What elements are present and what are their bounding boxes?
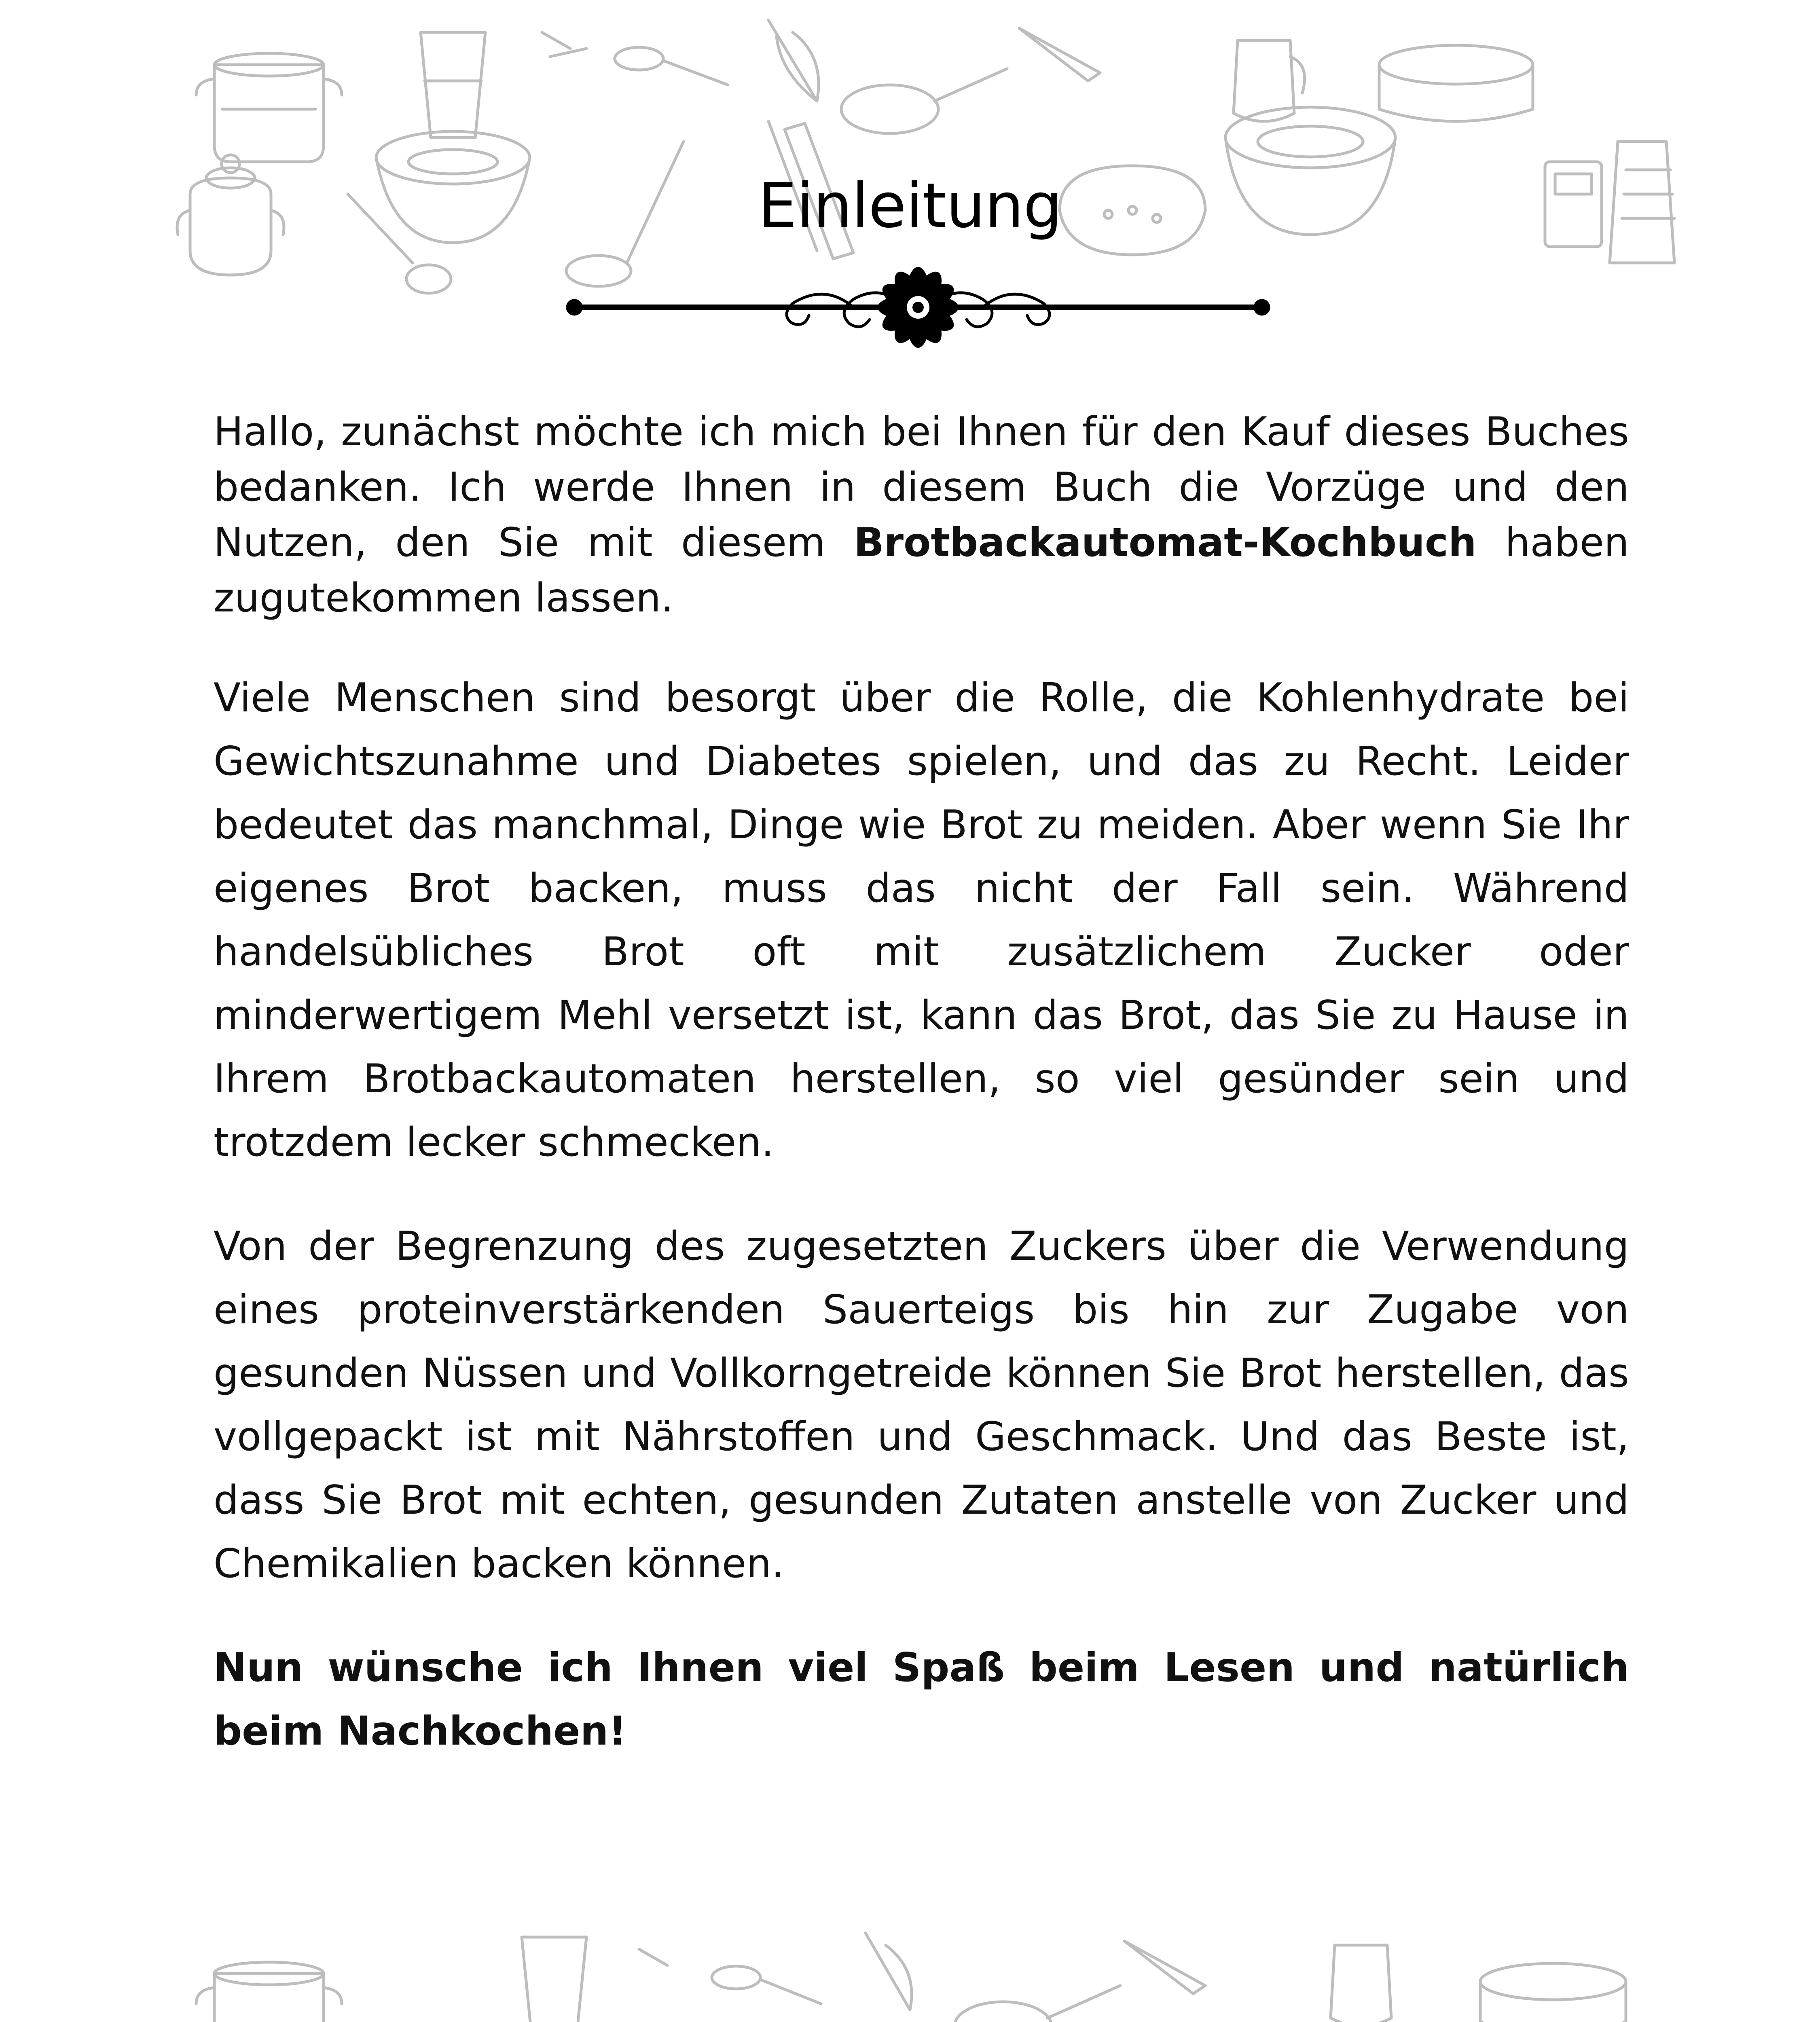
glass-icon: [522, 1937, 586, 2022]
cooking-pot-icon: [196, 53, 342, 162]
ladle-icon: [542, 32, 728, 85]
jug-icon: [1234, 40, 1305, 121]
intro-paragraph-1: Hallo, zunächst möchte ich mich bei Ihnen für den Kauf dieses Buches bedanken. Ich werde Ihnen in diesem Buch die Vorzüge und den Nutzen, den Sie mit diesem Brotbackautomat-Kochbuch haben zugutekommen lassen.: [214, 409, 1629, 621]
cake-mold-icon: [1480, 1963, 1626, 2022]
flower-divider-icon: [558, 243, 1278, 364]
frying-pan-icon: [954, 1986, 1120, 2022]
glass-icon: [421, 32, 485, 137]
intro-paragraph-2: Viele Menschen sind besorgt über die Rolle, die Kohlenhydrate bei Gewichtszunahme und Diabetes spielen, und das zu Recht. Leider bedeutet das manchmal, Dinge wie Brot zu meiden. Aber wenn Sie Ihr eigenes Brot backen, muss das nicht der Fall sein. Während handelsübliches Brot oft mit zusätzlichem Zucker oder minderwertigem Mehl versetzt ist, kann das Brot, das Sie zu Hause in Ihrem Brotbackautomaten herstellen, so viel gesünder sein und trotzdem lecker schmecken.: [214, 675, 1629, 1165]
page-title: Einleitung: [758, 170, 1062, 241]
frying-pan-icon: [841, 69, 1007, 133]
cooking-pot-icon: [196, 1962, 342, 2022]
ladle-icon: [639, 1949, 821, 2004]
closing-sentence: Nun wünsche ich Ihnen viel Spaß beim Lesen und natürlich beim Nachkochen!: [214, 1645, 1629, 1754]
kitchen-utensils-band-bottom: [138, 1925, 1691, 2022]
cake-mold-icon: [1379, 45, 1533, 121]
whisk-icon: [768, 20, 819, 101]
intro-paragraph-3: Von der Begrenzung des zugesetzten Zuckers über die Verwendung eines proteinverstärkenden Sauerteigs bis hin zur Zugabe von gesunden Nüssen und Vollkorngetreide können Sie Brot herstellen, das vollgepackt ist mit Nährstoffen und Geschmack. Und das Beste ist, dass Sie Brot mit echten, gesunden Zutaten anstelle von Zucker und Chemikalien backen können.: [214, 1223, 1629, 1587]
intro-body: [214, 404, 1629, 1804]
knife-icon: [1019, 28, 1100, 81]
whisk-icon: [866, 1933, 912, 2010]
book-title-highlight: Brotbackautomat-Kochbuch: [854, 520, 1477, 566]
knife-icon: [1124, 1941, 1205, 1994]
jug-icon: [1331, 1945, 1391, 2022]
